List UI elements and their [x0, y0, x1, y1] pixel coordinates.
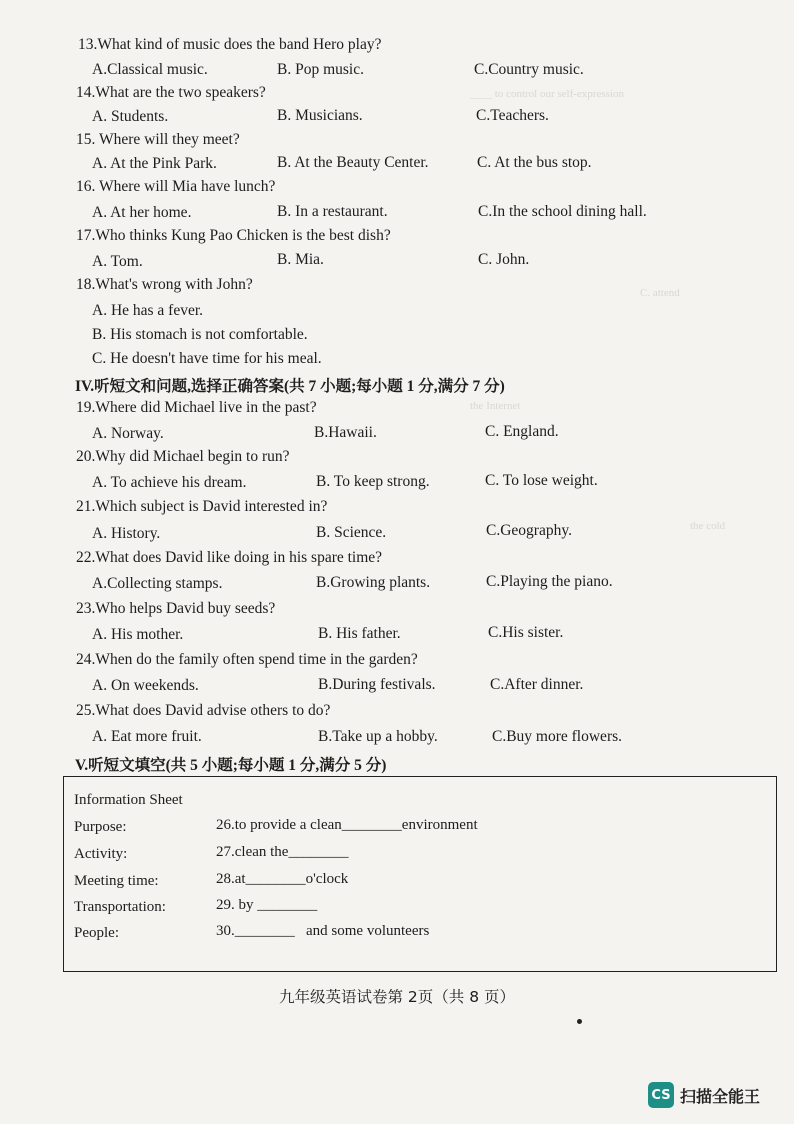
ink-dot — [577, 1019, 582, 1024]
info-line-26 — [216, 817, 478, 834]
q13-option-c[interactable]: C.Country music. — [474, 61, 584, 78]
question-21: 21.Which subject is David interested in? — [76, 498, 328, 515]
exam-page: ____ to control our self-expression C. attend the Internet the cold 13.What kind of music does the band Hero play? A.Classical music. B. Pop music. C.Country music. 14.What are the two speakers? A. Students. B. Musicians. C.Teachers. 15. Where will they meet? A. At the Pink Park. B. At the Beauty Center. C. At the bus stop. 16. Where will Mia have lunch? A. At her home. B. In a restaurant. C.In the school dining hall. 17.Who thinks Kung Pao Chicken is the best dish? A. Tom. B. Mia. C. John. 18.What's wrong with John? A. He has a fever. B. His stomach is not comfortable. C. He doesn't have time for his meal. IV.听短文和问题,选择正确答案(共 7 小题;每小题 1 分,满分 7 分) 19.Where did Michael live in the past? A. Norway. B.Hawaii. C. England. 20.Why did Michael begin to run? A. To achieve his dream. B. To keep strong. C. To lose weight. 21.Which subject is David interested in? A. History. B. Science. C.Geography. 22.What does David like doing in his spare time? A.Collecting stamps. B.Growing plants. C.Playing the piano. 23.Who helps David buy seeds? A. His mother. B. His father. C.His sister. 24.When do the family often spend time in the garden? A. On weekends. B.During festivals. C.After dinner. 25.What does David advise others to do? A. Eat more fruit. B.Take up a hobby. C.Buy more flowers. V.听短文填空(共 5 小题;每小题 1 分,满分 5 分) Information Sheet Purpose: 26.to provide a clean________environment Activity: 27.clean the________ Meeting time: 28.at________o'clock Transportation: 29. by ________ People: 30.________ and some volunteers 九年级英语试卷第 2页（共 8 页） CS 扫描全能王 — [0, 0, 794, 1124]
q18-option-a[interactable]: A. He has a fever. — [92, 302, 204, 319]
info-line-28 — [216, 871, 348, 888]
scanner-watermark — [648, 1082, 760, 1108]
q19-option-a[interactable]: A. Norway. — [92, 425, 164, 442]
info-label-meeting-time: Meeting time: — [74, 873, 159, 889]
q23-option-c[interactable]: C.His sister. — [488, 624, 564, 641]
scanner-app-name: 扫描全能王 — [680, 1086, 761, 1106]
question-13: 13.What kind of music does the band Hero play? — [78, 36, 382, 53]
question-19: 19.Where did Michael live in the past? — [76, 399, 317, 416]
question-23: 23.Who helps David buy seeds? — [76, 600, 276, 617]
q30-text-after: and some volunteers — [306, 923, 430, 939]
question-25: 25.What does David advise others to do? — [76, 702, 331, 719]
q17-option-a[interactable]: A. Tom. — [92, 253, 143, 270]
q25-option-b[interactable]: B.Take up a hobby. — [318, 728, 438, 745]
info-line-30 — [216, 923, 429, 940]
q18-option-b[interactable]: B. His stomach is not comfortable. — [92, 326, 308, 343]
section-v-heading: V.听短文填空(共 5 小题;每小题 1 分,满分 5 分) — [75, 757, 387, 774]
q28-text-after: o'clock — [305, 871, 349, 887]
q21-option-a[interactable]: A. History. — [92, 525, 161, 542]
q27-text: 27.clean the — [216, 844, 289, 860]
q16-option-a[interactable]: A. At her home. — [92, 204, 192, 221]
info-sheet-title: Information Sheet — [74, 792, 183, 808]
info-label-people: People: — [74, 925, 119, 941]
q15-option-b[interactable]: B. At the Beauty Center. — [277, 154, 429, 171]
q30-blank[interactable]: ________ — [234, 923, 295, 939]
q13-option-a[interactable]: A.Classical music. — [92, 61, 208, 78]
q20-option-b[interactable]: B. To keep strong. — [316, 473, 430, 490]
question-15: 15. Where will they meet? — [76, 131, 240, 148]
q21-option-c[interactable]: C.Geography. — [486, 522, 572, 539]
question-24: 24.When do the family often spend time in the garden? — [76, 651, 418, 668]
page-footer: 九年级英语试卷第 2页（共 8 页） — [278, 988, 515, 1006]
q19-option-b[interactable]: B.Hawaii. — [314, 424, 377, 441]
q13-option-b[interactable]: B. Pop music. — [277, 61, 364, 78]
q29-text: 29. by — [216, 897, 254, 913]
q28-text: 28.at — [216, 871, 246, 887]
q23-option-b[interactable]: B. His father. — [318, 625, 401, 642]
q24-option-a[interactable]: A. On weekends. — [92, 677, 199, 694]
q16-option-c[interactable]: C.In the school dining hall. — [478, 203, 647, 220]
question-22: 22.What does David like doing in his spare time? — [76, 549, 383, 566]
q25-option-a[interactable]: A. Eat more fruit. — [92, 728, 202, 745]
q22-option-a[interactable]: A.Collecting stamps. — [92, 575, 223, 592]
q16-option-b[interactable]: B. In a restaurant. — [277, 203, 388, 220]
q24-option-b[interactable]: B.During festivals. — [318, 676, 436, 693]
question-14: 14.What are the two speakers? — [76, 84, 266, 101]
q17-option-c[interactable]: C. John. — [478, 251, 530, 268]
q18-option-c[interactable]: C. He doesn't have time for his meal. — [92, 350, 322, 367]
question-16: 16. Where will Mia have lunch? — [76, 178, 276, 195]
q20-option-a[interactable]: A. To achieve his dream. — [92, 474, 247, 491]
q28-blank[interactable]: ________ — [245, 871, 306, 887]
q17-option-b[interactable]: B. Mia. — [277, 251, 324, 268]
info-line-29 — [216, 897, 317, 914]
question-20: 20.Why did Michael begin to run? — [76, 448, 290, 465]
question-18: 18.What's wrong with John? — [76, 276, 253, 293]
q26-text-after: environment — [401, 817, 478, 833]
info-line-27 — [216, 844, 348, 861]
q22-option-c[interactable]: C.Playing the piano. — [486, 573, 613, 590]
q26-blank[interactable]: ________ — [341, 817, 402, 833]
info-label-purpose: Purpose: — [74, 819, 127, 835]
q23-option-a[interactable]: A. His mother. — [92, 626, 184, 643]
q22-option-b[interactable]: B.Growing plants. — [316, 574, 431, 591]
q27-blank[interactable]: ________ — [288, 844, 349, 860]
q29-blank[interactable]: ________ — [257, 897, 318, 913]
q30-text: 30. — [216, 923, 235, 939]
q19-option-c[interactable]: C. England. — [485, 423, 559, 440]
q25-option-c[interactable]: C.Buy more flowers. — [492, 728, 623, 745]
info-label-transportation: Transportation: — [74, 899, 166, 915]
q21-option-b[interactable]: B. Science. — [316, 524, 387, 541]
q24-option-c[interactable]: C.After dinner. — [490, 676, 584, 693]
section-iv-heading: IV.听短文和问题,选择正确答案(共 7 小题;每小题 1 分,满分 7 分) — [75, 378, 505, 395]
q14-option-b[interactable]: B. Musicians. — [277, 107, 363, 124]
q15-option-c[interactable]: C. At the bus stop. — [477, 154, 592, 171]
q15-option-a[interactable]: A. At the Pink Park. — [92, 155, 217, 172]
q14-option-a[interactable]: A. Students. — [92, 108, 169, 125]
camscanner-logo-icon: CS — [648, 1082, 674, 1108]
information-sheet — [63, 776, 777, 972]
question-17: 17.Who thinks Kung Pao Chicken is the best dish? — [76, 227, 391, 244]
q26-text: 26.to provide a clean — [216, 817, 342, 833]
q14-option-c[interactable]: C.Teachers. — [476, 107, 549, 124]
info-label-activity: Activity: — [74, 846, 128, 862]
q20-option-c[interactable]: C. To lose weight. — [485, 472, 598, 489]
